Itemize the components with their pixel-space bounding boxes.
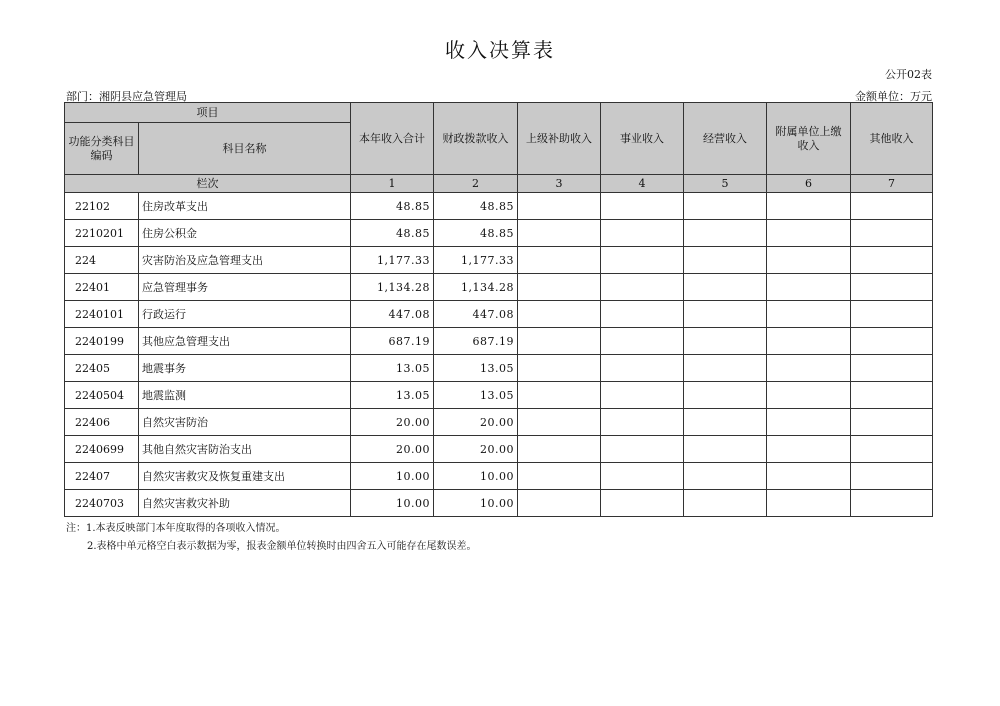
- row-fiscal: 20.00: [434, 436, 518, 463]
- department-label: 部门：湘阴县应急管理局: [66, 90, 187, 103]
- row-fiscal: 13.05: [434, 382, 518, 409]
- row-name: 灾害防治及应急管理支出: [139, 247, 351, 274]
- row-operation: [684, 274, 767, 301]
- row-name: 住房公积金: [139, 220, 351, 247]
- row-superior: [518, 436, 601, 463]
- row-other: [851, 328, 933, 355]
- row-business: [601, 490, 684, 517]
- header-col-superior: 上级补助收入: [518, 103, 601, 175]
- row-business: [601, 274, 684, 301]
- row-total: 20.00: [351, 436, 434, 463]
- row-other: [851, 247, 933, 274]
- row-code: 2240504: [65, 382, 139, 409]
- header-index: 6: [767, 175, 851, 193]
- row-superior: [518, 355, 601, 382]
- row-operation: [684, 463, 767, 490]
- row-superior: [518, 193, 601, 220]
- row-superior: [518, 301, 601, 328]
- table-row: [65, 220, 933, 247]
- row-business: [601, 436, 684, 463]
- header-index: 1: [351, 175, 434, 193]
- row-code: 22405: [65, 355, 139, 382]
- row-superior: [518, 220, 601, 247]
- row-business: [601, 247, 684, 274]
- row-code: 224: [65, 247, 139, 274]
- row-fiscal: 20.00: [434, 409, 518, 436]
- row-affiliated: [767, 301, 851, 328]
- row-code: 22406: [65, 409, 139, 436]
- table-row: [65, 463, 933, 490]
- page-title: 收入决算表: [445, 38, 555, 62]
- row-affiliated: [767, 274, 851, 301]
- row-affiliated: [767, 220, 851, 247]
- header-col-business: 事业收入: [601, 103, 684, 175]
- row-other: [851, 463, 933, 490]
- row-other: [851, 301, 933, 328]
- row-operation: [684, 490, 767, 517]
- row-fiscal: 687.19: [434, 328, 518, 355]
- row-operation: [684, 382, 767, 409]
- row-fiscal: 48.85: [434, 193, 518, 220]
- row-business: [601, 355, 684, 382]
- row-superior: [518, 274, 601, 301]
- header-col-operation: 经营收入: [684, 103, 767, 175]
- row-code: 22407: [65, 463, 139, 490]
- row-total: 687.19: [351, 328, 434, 355]
- row-operation: [684, 220, 767, 247]
- row-superior: [518, 382, 601, 409]
- table-row: [65, 355, 933, 382]
- row-name: 应急管理事务: [139, 274, 351, 301]
- row-total: 13.05: [351, 382, 434, 409]
- row-business: [601, 193, 684, 220]
- table-number: 公开02表: [885, 68, 932, 81]
- row-operation: [684, 409, 767, 436]
- row-affiliated: [767, 490, 851, 517]
- header-index: 3: [518, 175, 601, 193]
- row-total: 48.85: [351, 193, 434, 220]
- row-other: [851, 355, 933, 382]
- row-business: [601, 220, 684, 247]
- header-item: 项目: [65, 103, 351, 123]
- row-code: 2210201: [65, 220, 139, 247]
- row-other: [851, 274, 933, 301]
- header-index-label: 栏次: [65, 175, 351, 193]
- row-affiliated: [767, 247, 851, 274]
- row-code: 2240199: [65, 328, 139, 355]
- row-name: 行政运行: [139, 301, 351, 328]
- row-operation: [684, 328, 767, 355]
- row-total: 20.00: [351, 409, 434, 436]
- row-name: 地震监测: [139, 382, 351, 409]
- row-code: 2240101: [65, 301, 139, 328]
- income-table: [64, 102, 933, 517]
- row-superior: [518, 463, 601, 490]
- table-row: [65, 274, 933, 301]
- row-business: [601, 382, 684, 409]
- row-affiliated: [767, 463, 851, 490]
- row-name: 自然灾害救灾补助: [139, 490, 351, 517]
- notes: [66, 520, 477, 556]
- row-business: [601, 409, 684, 436]
- row-affiliated: [767, 409, 851, 436]
- row-total: 13.05: [351, 355, 434, 382]
- header-index: 7: [851, 175, 933, 193]
- row-code: 22102: [65, 193, 139, 220]
- row-business: [601, 463, 684, 490]
- row-name: 自然灾害防治: [139, 409, 351, 436]
- table-row: [65, 382, 933, 409]
- row-fiscal: 1,134.28: [434, 274, 518, 301]
- row-affiliated: [767, 355, 851, 382]
- row-other: [851, 436, 933, 463]
- header-index: 5: [684, 175, 767, 193]
- unit-label: 金额单位：万元: [855, 90, 932, 103]
- row-affiliated: [767, 382, 851, 409]
- row-name: 其他自然灾害防治支出: [139, 436, 351, 463]
- header-col-total: 本年收入合计: [351, 103, 434, 175]
- row-total: 1,177.33: [351, 247, 434, 274]
- row-fiscal: 10.00: [434, 490, 518, 517]
- row-operation: [684, 193, 767, 220]
- table-row: [65, 328, 933, 355]
- row-operation: [684, 436, 767, 463]
- table-row: [65, 436, 933, 463]
- row-superior: [518, 247, 601, 274]
- row-other: [851, 193, 933, 220]
- table-row: [65, 193, 933, 220]
- row-operation: [684, 301, 767, 328]
- row-business: [601, 328, 684, 355]
- row-affiliated: [767, 328, 851, 355]
- note-line: 注：1.本表反映部门本年度取得的各项收入情况。: [66, 523, 286, 534]
- table-row: [65, 301, 933, 328]
- row-code: 22401: [65, 274, 139, 301]
- table-body: [65, 193, 933, 517]
- row-other: [851, 220, 933, 247]
- row-other: [851, 382, 933, 409]
- header-col-other: 其他收入: [851, 103, 933, 175]
- row-fiscal: 447.08: [434, 301, 518, 328]
- table-row: [65, 409, 933, 436]
- header-index: 4: [601, 175, 684, 193]
- row-total: 447.08: [351, 301, 434, 328]
- row-name: 其他应急管理支出: [139, 328, 351, 355]
- row-total: 48.85: [351, 220, 434, 247]
- header-col-affiliated: 附属单位上缴收入: [767, 103, 851, 175]
- row-operation: [684, 247, 767, 274]
- row-superior: [518, 490, 601, 517]
- row-affiliated: [767, 193, 851, 220]
- note-line: 2.表格中单元格空白表示数据为零，报表金额单位转换时由四舍五入可能存在尾数误差。: [87, 541, 477, 552]
- table-row: [65, 247, 933, 274]
- row-fiscal: 13.05: [434, 355, 518, 382]
- row-name: 地震事务: [139, 355, 351, 382]
- header-func-code: 功能分类科目编码: [65, 123, 139, 175]
- row-business: [601, 301, 684, 328]
- row-superior: [518, 409, 601, 436]
- row-affiliated: [767, 436, 851, 463]
- row-fiscal: 48.85: [434, 220, 518, 247]
- row-other: [851, 490, 933, 517]
- header-index: 2: [434, 175, 518, 193]
- row-code: 2240703: [65, 490, 139, 517]
- row-total: 1,134.28: [351, 274, 434, 301]
- row-code: 2240699: [65, 436, 139, 463]
- header-col-fiscal: 财政拨款收入: [434, 103, 518, 175]
- row-name: 住房改革支出: [139, 193, 351, 220]
- row-superior: [518, 328, 601, 355]
- row-name: 自然灾害救灾及恢复重建支出: [139, 463, 351, 490]
- row-total: 10.00: [351, 490, 434, 517]
- header-subject-name: 科目名称: [139, 123, 351, 175]
- row-fiscal: 1,177.33: [434, 247, 518, 274]
- row-total: 10.00: [351, 463, 434, 490]
- table-row: [65, 490, 933, 517]
- row-other: [851, 409, 933, 436]
- row-operation: [684, 355, 767, 382]
- row-fiscal: 10.00: [434, 463, 518, 490]
